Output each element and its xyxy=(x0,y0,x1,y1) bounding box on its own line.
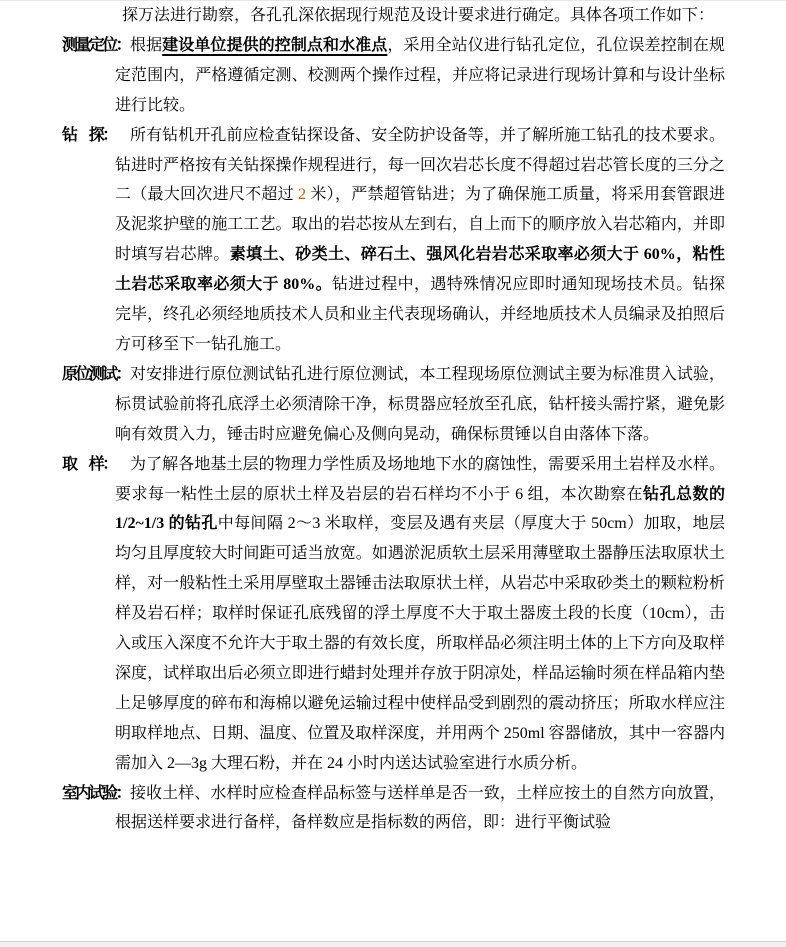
paragraph-body xyxy=(115,785,725,832)
section-label: 原位测试： xyxy=(62,365,130,383)
document-content xyxy=(0,1,786,838)
text-run: 为了解各地基土层的物理力学性质及场地地下水的腐蚀性，需要采用土岩样及水样。要求每一粘性土层的原状土样及岩层的岩石样均不小于 6 组，本次勘察在 xyxy=(115,455,725,503)
paragraph xyxy=(62,31,725,121)
text-run: 探万法进行勘察，各孔孔深依据现行规范及设计要求进行确定。具体各项工作如下： xyxy=(122,7,715,24)
section-label: 钻 探： xyxy=(62,126,116,144)
section-label: 测量定位： xyxy=(62,36,130,54)
text-run: 根据 xyxy=(130,36,163,54)
paragraph-body xyxy=(115,37,725,114)
text-run: 钻孔总数的 1/2~1/3 的钻孔 xyxy=(115,485,725,533)
text-run: ，采用全站仪进行钻孔定位，孔位误差控制在规定范围内，严格遵循定测、校测两个操作过程，并应将记录进行现场计算和与设计坐标进行比较。 xyxy=(115,36,725,114)
text-run: 素填土、砂类土、碎石土、强风化岩岩芯采取率必须大于 60%，粘性土岩芯采取率必须大于 80%。 xyxy=(115,246,725,294)
paragraph-body xyxy=(122,7,714,24)
section-label: 室内试验： xyxy=(62,784,130,802)
paragraph xyxy=(62,121,725,360)
section-label: 取 样： xyxy=(62,455,116,473)
text-run: 钻进过程中，遇特殊情况应即时通知现场技术员。钻探完毕，终孔必须经地质技术人员和业主代表现场确认，并经地质技术人员编录及拍照后方可移至下一钻孔施工。 xyxy=(115,276,725,353)
text-run: 米），严禁超管钻进；为了确保施工质量，将采用套管跟进及泥浆护壁的施工工艺。取出的岩芯按从左到右，自上而下的顺序放入岩芯箱内，并即时填写岩芯牌。 xyxy=(115,186,725,264)
paragraph-body xyxy=(115,127,725,353)
paragraph xyxy=(62,450,725,779)
window-bottom-edge xyxy=(0,941,786,947)
text-run: 对安排进行原位测试钻孔进行原位测试，本工程现场原位测试主要为标准贯入试验，标贯试验前将孔底浮土必须清除干净，标贯器应轻放至孔底，钻杆接头需拧紧，避免影响有效贯入力，锤击时应避免偏心及侧向晃动，确保标贯锤以自由落体下落。 xyxy=(115,365,725,443)
paragraph-body xyxy=(115,366,725,443)
text-run: 建设单位提供的控制点和水准点 xyxy=(162,36,388,54)
paragraph-body xyxy=(115,456,725,772)
paragraph xyxy=(115,1,725,31)
text-run: 所有钻机开孔前应检查钻探设备、安全防护设备等，并了解所施工钻孔的技术要求。钻进时严格按有关钻探操作规程进行，每一回次岩芯长度不得超过岩芯管长度的三分之二（最大回次进尺不超过 xyxy=(115,126,725,204)
paragraph xyxy=(62,360,725,450)
paragraph xyxy=(62,779,725,839)
text-run: 接收土样、水样时应检查样品标签与送样单是否一致，土样应按土的自然方向放置，根据送样要求进行备样，备样数应是指标数的两倍，即：进行平衡试验 xyxy=(115,784,725,832)
text-run: 中每间隔 2～3 米取样，变层及遇有夹层（厚度大于 50cm）加取，地层均匀且厚度较大时间距可适当放宽。如遇淤泥质软土层采用薄壁取土器静压法取原状土样，对一般粘性土采用厚壁取土器锤击法取原状土样，从岩芯中采取砂类土的颗粒粉析样及岩石样；取样时保证孔底残留的浮土厚度不大于取土器废土段的长度（10cm），击入或压入深度不允许大于取土器的有效长度，所取样品必须注明土体的上下方向及取样深度，试样取出后必须立即进行蜡封处理并存放于阴凉处，样品运输时须在样品箱内垫上足够厚度的碎布和海棉以避免运输过程中使样品受到剧烈的震动挤压；所取水样应注明取样地点、日期、温度、位置及取样深度，并用两个 250ml 容器储放，其中一容器内需加入 2—3g 大理石粉，并在 24 小时内送达试验室进行水质分析。 xyxy=(115,515,725,772)
text-run: 2 xyxy=(298,186,307,204)
